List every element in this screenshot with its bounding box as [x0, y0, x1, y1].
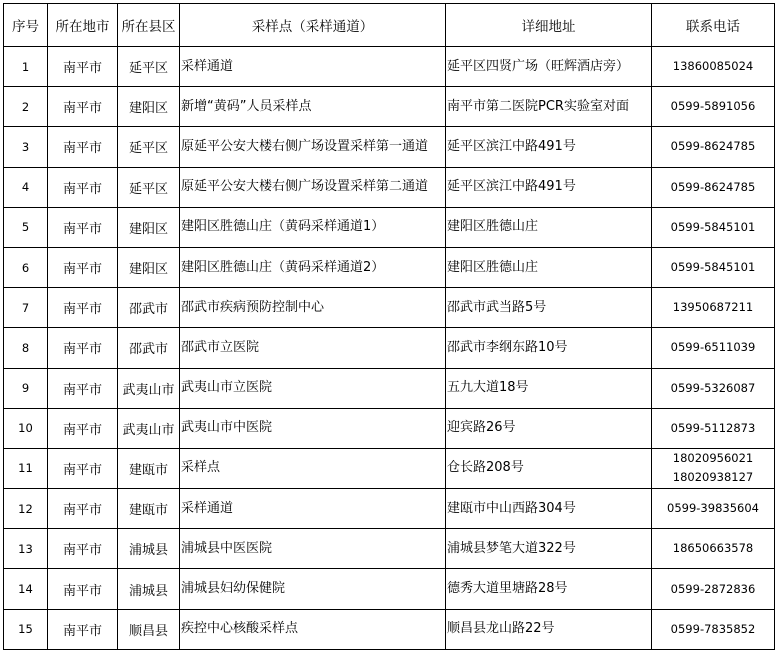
- cell-district: 建阳区: [118, 247, 180, 287]
- phone-number: 18020956021: [672, 451, 754, 466]
- cell-no: 11: [4, 448, 48, 488]
- cell-site: 疾控中心核酸采样点: [180, 609, 446, 649]
- cell-address: 迎宾路26号: [446, 408, 652, 448]
- cell-site: 原延平公安大楼右侧广场设置采样第一通道: [180, 127, 446, 167]
- cell-site: 采样通道: [180, 47, 446, 87]
- cell-no: 6: [4, 247, 48, 287]
- cell-site: 采样通道: [180, 489, 446, 529]
- cell-city: 南平市: [48, 328, 118, 368]
- cell-address: 仓长路208号: [446, 448, 652, 488]
- cell-phone: [652, 448, 775, 488]
- table-row: [4, 47, 775, 87]
- cell-address: 邵武市李纲东路10号: [446, 328, 652, 368]
- table-row: [4, 368, 775, 408]
- cell-site: 建阳区胜德山庄（黄码采样通道2）: [180, 247, 446, 287]
- header-row: [4, 4, 775, 47]
- cell-phone: [652, 368, 775, 408]
- cell-city: 南平市: [48, 448, 118, 488]
- table-row: [4, 127, 775, 167]
- cell-site: 浦城县中医医院: [180, 529, 446, 569]
- phone-number: 0599-5326087: [670, 380, 756, 395]
- cell-phone: [652, 609, 775, 649]
- cell-city: 南平市: [48, 47, 118, 87]
- table-row: [4, 529, 775, 569]
- cell-phone: [652, 408, 775, 448]
- cell-district: 浦城县: [118, 529, 180, 569]
- cell-phone: [652, 127, 775, 167]
- phone-number: 0599-8624785: [670, 179, 756, 194]
- table-row: [4, 87, 775, 127]
- cell-district: 邵武市: [118, 288, 180, 328]
- cell-district: 延平区: [118, 167, 180, 207]
- cell-phone: [652, 288, 775, 328]
- cell-address: 南平市第二医院PCR实验室对面: [446, 87, 652, 127]
- cell-no: 4: [4, 167, 48, 207]
- cell-district: 建瓯市: [118, 489, 180, 529]
- phone-number: 0599-8624785: [670, 139, 756, 154]
- cell-city: 南平市: [48, 87, 118, 127]
- cell-no: 8: [4, 328, 48, 368]
- cell-district: 建瓯市: [118, 448, 180, 488]
- table-row: [4, 167, 775, 207]
- cell-site: 建阳区胜德山庄（黄码采样通道1）: [180, 207, 446, 247]
- header-district: 所在县区: [118, 4, 180, 47]
- cell-city: 南平市: [48, 167, 118, 207]
- cell-no: 1: [4, 47, 48, 87]
- cell-site: 原延平公安大楼右侧广场设置采样第二通道: [180, 167, 446, 207]
- cell-district: 武夷山市: [118, 408, 180, 448]
- cell-address: 延平区滨江中路491号: [446, 127, 652, 167]
- table-row: [4, 288, 775, 328]
- cell-address: 德秀大道里塘路28号: [446, 569, 652, 609]
- cell-site: 邵武市疾病预防控制中心: [180, 288, 446, 328]
- cell-no: 14: [4, 569, 48, 609]
- cell-no: 15: [4, 609, 48, 649]
- table-row: [4, 408, 775, 448]
- sampling-sites-table: [3, 3, 775, 650]
- cell-address: 建阳区胜德山庄: [446, 247, 652, 287]
- cell-city: 南平市: [48, 127, 118, 167]
- table-row: [4, 328, 775, 368]
- cell-no: 5: [4, 207, 48, 247]
- table-row: [4, 569, 775, 609]
- phone-number: 0599-39835604: [667, 501, 759, 516]
- cell-address: 建瓯市中山西路304号: [446, 489, 652, 529]
- cell-district: 浦城县: [118, 569, 180, 609]
- cell-address: 邵武市武当路5号: [446, 288, 652, 328]
- cell-no: 7: [4, 288, 48, 328]
- cell-phone: [652, 328, 775, 368]
- phone-number: 18650663578: [672, 541, 754, 556]
- cell-no: 10: [4, 408, 48, 448]
- phone-number: 0599-2872836: [670, 581, 756, 596]
- phone-number: 0599-5891056: [670, 99, 756, 114]
- cell-phone: [652, 489, 775, 529]
- table-body: [4, 47, 775, 650]
- cell-district: 延平区: [118, 127, 180, 167]
- phone-number: 13950687211: [672, 300, 754, 315]
- header-site: 采样点（采样通道）: [180, 4, 446, 47]
- cell-site: 浦城县妇幼保健院: [180, 569, 446, 609]
- cell-address: 五九大道18号: [446, 368, 652, 408]
- cell-city: 南平市: [48, 408, 118, 448]
- cell-no: 3: [4, 127, 48, 167]
- cell-no: 2: [4, 87, 48, 127]
- header-phone: 联系电话: [652, 4, 775, 47]
- header-city: 所在地市: [48, 4, 118, 47]
- cell-district: 邵武市: [118, 328, 180, 368]
- cell-district: 顺昌县: [118, 609, 180, 649]
- phone-number: 0599-6511039: [670, 340, 756, 355]
- cell-phone: [652, 529, 775, 569]
- cell-site: 采样点: [180, 448, 446, 488]
- cell-phone: [652, 87, 775, 127]
- cell-district: 建阳区: [118, 87, 180, 127]
- phone-number: 0599-5112873: [670, 420, 756, 435]
- cell-phone: [652, 569, 775, 609]
- cell-district: 建阳区: [118, 207, 180, 247]
- cell-no: 13: [4, 529, 48, 569]
- cell-city: 南平市: [48, 489, 118, 529]
- table-row: [4, 448, 775, 488]
- cell-no: 12: [4, 489, 48, 529]
- table-row: [4, 609, 775, 649]
- cell-city: 南平市: [48, 247, 118, 287]
- cell-phone: [652, 207, 775, 247]
- phone-number: 18020938127: [672, 470, 754, 485]
- phone-number: 0599-5845101: [670, 260, 756, 275]
- cell-address: 浦城县梦笔大道322号: [446, 529, 652, 569]
- cell-site: 武夷山市中医院: [180, 408, 446, 448]
- table-row: [4, 247, 775, 287]
- table-row: [4, 489, 775, 529]
- cell-phone: [652, 167, 775, 207]
- table-row: [4, 207, 775, 247]
- cell-city: 南平市: [48, 609, 118, 649]
- cell-phone: [652, 47, 775, 87]
- cell-site: 邵武市立医院: [180, 328, 446, 368]
- cell-no: 9: [4, 368, 48, 408]
- phone-number: 13860085024: [672, 59, 754, 74]
- cell-address: 顺昌县龙山路22号: [446, 609, 652, 649]
- cell-site: 新增“黄码”人员采样点: [180, 87, 446, 127]
- cell-city: 南平市: [48, 569, 118, 609]
- cell-district: 武夷山市: [118, 368, 180, 408]
- phone-number: 0599-5845101: [670, 219, 756, 234]
- cell-address: 延平区滨江中路491号: [446, 167, 652, 207]
- cell-city: 南平市: [48, 288, 118, 328]
- cell-phone: [652, 247, 775, 287]
- header-address: 详细地址: [446, 4, 652, 47]
- cell-site: 武夷山市立医院: [180, 368, 446, 408]
- cell-address: 延平区四贤广场（旺辉酒店旁）: [446, 47, 652, 87]
- phone-number: 0599-7835852: [670, 621, 756, 636]
- cell-city: 南平市: [48, 529, 118, 569]
- cell-district: 延平区: [118, 47, 180, 87]
- cell-address: 建阳区胜德山庄: [446, 207, 652, 247]
- cell-city: 南平市: [48, 368, 118, 408]
- header-no: 序号: [4, 4, 48, 47]
- cell-city: 南平市: [48, 207, 118, 247]
